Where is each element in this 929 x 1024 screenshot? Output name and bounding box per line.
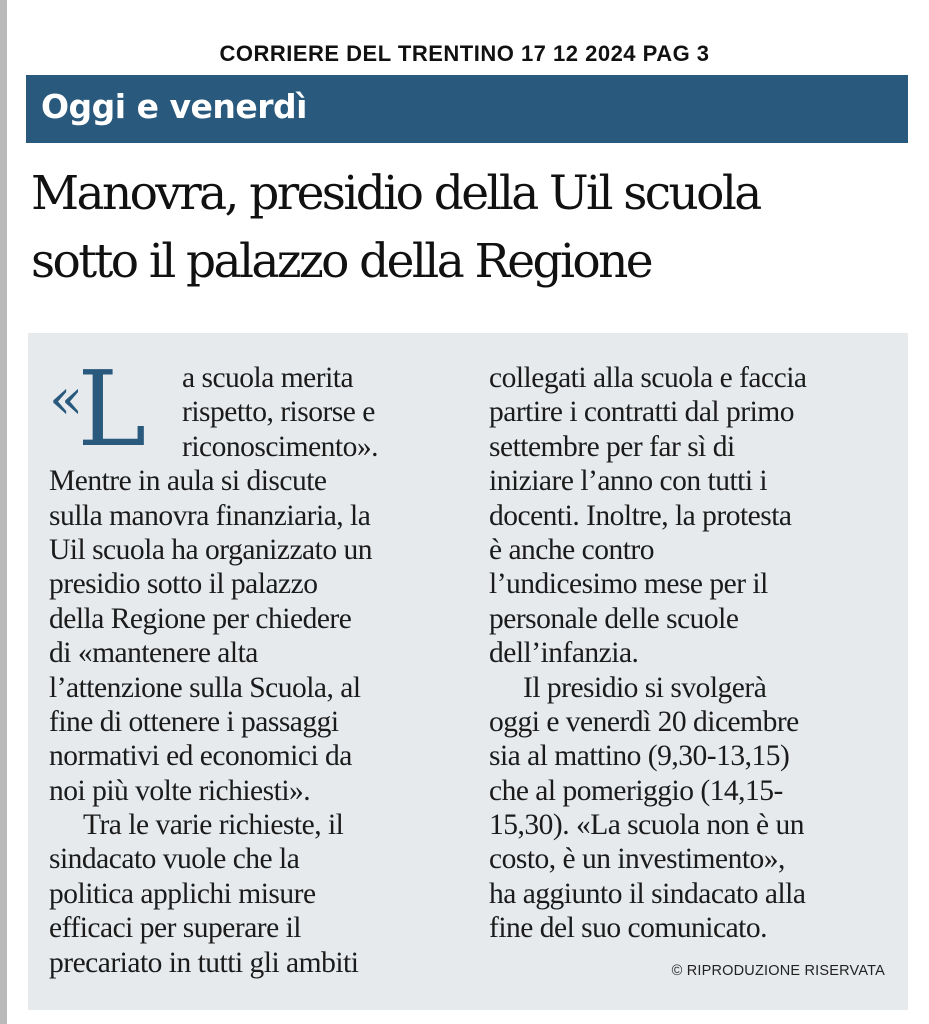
text-line: riconoscimento». bbox=[182, 430, 378, 463]
drop-cap bbox=[49, 348, 146, 470]
text-line: personale delle scuole bbox=[489, 602, 739, 635]
text-line: noi più volte richiesti». bbox=[49, 774, 311, 807]
section-label: Oggi e venerdì bbox=[41, 87, 307, 126]
text-line: oggi e venerdì 20 dicembre bbox=[489, 705, 799, 738]
newspaper-masthead: CORRIERE DEL TRENTINO 17 12 2024 PAG 3 bbox=[219, 41, 710, 66]
text-line: sia al mattino (9,30-13,15) bbox=[489, 740, 790, 773]
text-line: fine di ottenere i passaggi bbox=[49, 705, 339, 738]
drop-cap-quote: « bbox=[49, 367, 78, 432]
text-line: collegati alla scuola e faccia bbox=[489, 362, 807, 394]
text-line: normativi ed economici da bbox=[49, 740, 352, 773]
headline-line-1: Manovra, presidio della Uil scuola bbox=[31, 166, 760, 221]
text-line: Mentre in aula si discute bbox=[49, 465, 327, 498]
text-line: precariato in tutti gli ambiti bbox=[49, 946, 359, 979]
text-line: Il presidio si svolgerà bbox=[523, 671, 767, 704]
section-bar bbox=[26, 75, 908, 143]
text-line: politica applichi misure bbox=[49, 877, 316, 910]
headline-line-2: sotto il palazzo della Regione bbox=[31, 234, 651, 289]
text-line: che al pomeriggio (14,15- bbox=[489, 774, 783, 807]
drop-cap-letter: L bbox=[77, 348, 146, 470]
copyright-notice: © RIPRODUZIONE RISERVATA bbox=[671, 963, 885, 979]
text-line: della Regione per chiedere bbox=[49, 602, 352, 635]
text-line: settembre per far sì di bbox=[489, 430, 735, 463]
text-line: ha aggiunto il sindacato alla bbox=[489, 877, 806, 910]
text-line: docenti. Inoltre, la protesta bbox=[489, 499, 792, 532]
text-line: è anche contro bbox=[489, 533, 654, 566]
text-line: a scuola merita bbox=[182, 362, 354, 394]
text-line: presidio sotto il palazzo bbox=[49, 568, 318, 601]
text-line: costo, è un investimento», bbox=[489, 843, 785, 876]
text-line: efficaci per superare il bbox=[49, 912, 301, 945]
text-line: rispetto, risorse e bbox=[182, 396, 375, 429]
article-column-left bbox=[49, 348, 469, 980]
text-line: iniziare l’anno con tutti i bbox=[489, 465, 768, 498]
text-line: 15,30). «La scuola non è un bbox=[489, 809, 805, 842]
article-body bbox=[28, 333, 908, 1010]
page-edge bbox=[0, 0, 7, 1024]
text-line: dell’infanzia. bbox=[489, 637, 639, 670]
text-line: Uil scuola ha organizzato un bbox=[49, 533, 372, 566]
article-column-right bbox=[489, 361, 909, 946]
text-line: l’attenzione sulla Scuola, al bbox=[49, 671, 361, 704]
text-line: l’undicesimo mese per il bbox=[489, 568, 768, 601]
text-line: Tra le varie richieste, il bbox=[83, 809, 344, 842]
text-line: fine del suo comunicato. bbox=[489, 912, 768, 945]
text-line: di «mantenere alta bbox=[49, 637, 258, 670]
text-line: partire i contratti dal primo bbox=[489, 396, 794, 429]
text-line: sulla manovra finanziaria, la bbox=[49, 499, 371, 532]
text-line: sindacato vuole che la bbox=[49, 843, 300, 876]
article-headline bbox=[31, 160, 921, 296]
